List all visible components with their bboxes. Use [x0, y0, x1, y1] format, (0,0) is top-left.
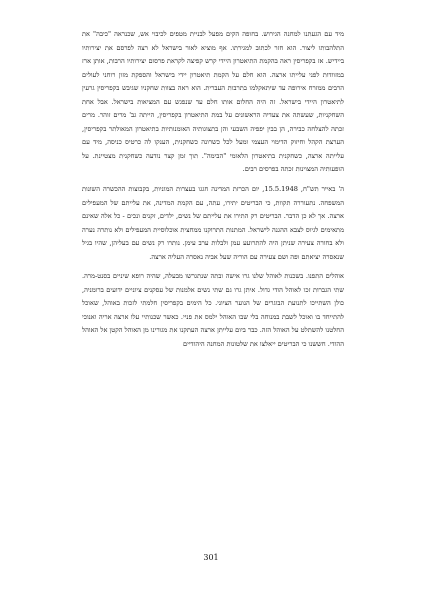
paragraph-1: מיד עם הגעתנו למחנה הגירוש. בחופה הקים מפעל לבניית מטפים לכיבוי אש, שכנראה "כיבה" את התלהבותו ליצור. הוא חזר לכתוב למגירתו. אף מוציא לאור בישראל לא רצה לפרסם את יצירותיו ביידיש. אז בקפריסין ראה בהקמת התיאטרון היידי קרש קפיצה לקראת פרסום יצירותיו הרבות, אותן ארז במזוודות לפני עלייתו ארצה. הוא חלם על הקמת תיאטרון יידי בישראל והספקת מזון רוחני לעולים הרבים ממזרח אירופה עד שיתאקלמו בתרבות העברית. הוא ראה בצוות שחקניו שגיבש בקפריסין גרעין לתיאטרון היידי בישראל. זה היה החלום אותו חלם עד שנפגש עם המציאות בישראל. אבל אחת השחקניות, שעשתה את צעדיה הראשונים על במת התיאטרון בקפריסין, הייתה גב' מרים זוהר. מרים זכתה להצלחה כבירה, הן בבין יפפיה השבעי והן בתצוגותיה האומנותיות בתיאטרון המאולתר בקפריסין, הערצת הקהל וחיזוק הדימוי העצמי ומעל לכל כשרונה כשחקנית, הענקו לה כרטיס כניסה, מיד עם עלייתה ארצה, כשחקנית בתיאטרון הלאומי "הבימה". תוך זמן קצר נודעה כשחקנית מצטיינת. על הופעותיה המצוינות זכתה בפרסים רבים. — [82, 30, 344, 174]
paragraph-3: אוהלים התפנו. בשכנות לאוהל שלנו גרו אישה ובתה שנתגרשו מבעלה, שהיה רופא שיניים בסנט-מרה. שתי הגברות זכו לאוהל הודי גדול. איתן גרו גם שתי נשים אלמנות של עסקנים ציוניים ידועים ברומניה, כולן השתייכו לתנועת הבוגרים של הנוער הציוני. כל הימים בקפריסין חלמתי לזכות באוהל, שאוכל להתייחד בו ואוכל לשבת במנוחה בלי שבו האוהל ילמס את פניי. כאשר שכנותיי עלו ארצה אריה ואנוכי החלטנו להשתלט על האוהל הזה. כבר ביום עלייתן ארצה העתקנו את מגורינו מן האוהל הקטן אל האוהל ההודי. חששנו כי הבריטים ייאלצו את שלטונות המחנה היהודיים — [82, 272, 344, 349]
body-text — [82, 28, 344, 352]
paragraph-2: ה' באייר תש"ח, 15.5.1948, יום הכרזת המדינה חגגו בעצרות המוניות, בקבוצות ההכשרה השונות המשפחה. נתעוררה תקוות, כי הבריטים יתירו, עתה, עם הקמת המדינה, את עלייתם של המעפילים ארצה. אך לא כן הדבר. הבריטים רק התירו את עלייתם של נשים, ילדים, זקנים ונכים - כל אלה שאינם מתאימים לגיוס לצבא ההגנה לישראל. המתנות התרוקנו ממחצית אוכלוסיית המעפילים ולא נותרה נערה ולא בחורה צעירה שניתן היה להתרועע עמן ולבלות ערב עימן. נותרו רק נשים עם בעליהן, שהיו בגיל שנאסרה יציאתם ופה ושם צעירה עם הוריה שעל אביה נאסרה העליה ארצה. — [82, 185, 344, 261]
page-number: 301 — [203, 553, 219, 562]
